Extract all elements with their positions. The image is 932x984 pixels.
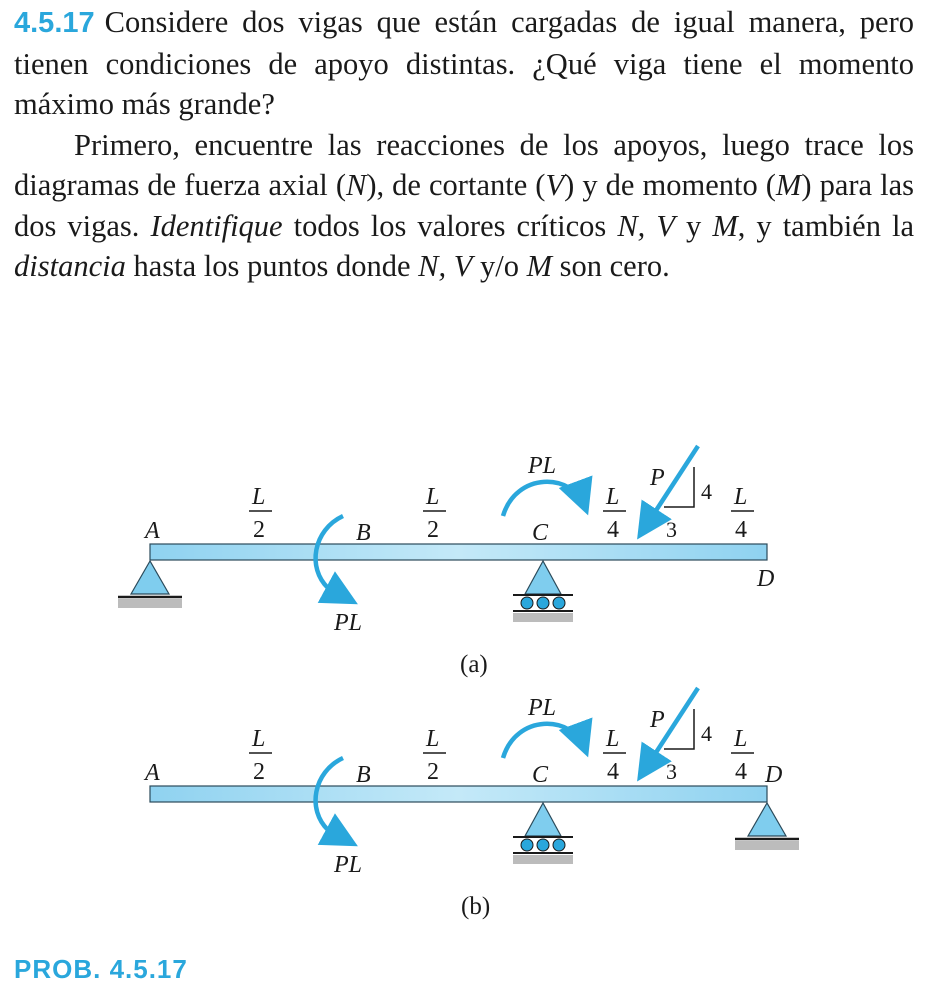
svg-text:2: 2: [427, 759, 439, 785]
pin-support-d-icon: [735, 803, 799, 850]
force-p-label: P: [650, 465, 665, 491]
dim-l-quarter-1: [603, 726, 626, 785]
label-a: A: [145, 760, 160, 786]
figure-a: [118, 446, 774, 678]
slope-horizontal: 3: [666, 759, 677, 784]
dim-l-half-2: [423, 484, 446, 543]
pin-support-a-icon: [118, 561, 182, 608]
svg-text:L: L: [606, 726, 620, 752]
caption-b: (b): [461, 893, 491, 920]
svg-text:2: 2: [253, 517, 265, 543]
label-b: B: [356, 520, 371, 546]
svg-text:4: 4: [735, 517, 747, 543]
moment-c-label: PL: [528, 453, 557, 479]
moment-b-label: PL: [334, 610, 363, 636]
beam-b: [150, 786, 767, 802]
svg-text:4: 4: [607, 517, 619, 543]
svg-text:2: 2: [427, 517, 439, 543]
svg-text:L: L: [252, 726, 266, 752]
dim-l-quarter-2: [731, 484, 754, 543]
slope-vertical: 4: [701, 479, 712, 504]
svg-text:L: L: [734, 484, 748, 510]
slope-vertical: 4: [701, 721, 712, 746]
problem-paragraph-2: Primero, encuentre las reacciones de los apoyos, luego trace los diagramas de fuerza axial (N), de cortante (V) y de momento (M) para las dos vigas. Identifique todos los valores críticos N, V y M, y también la distancia hasta los puntos donde N, V y/o M son cero.: [14, 127, 915, 283]
slope-horizontal: 3: [666, 517, 677, 542]
svg-text:L: L: [426, 484, 440, 510]
moment-b-label: PL: [334, 852, 363, 878]
roller-support-c-icon: [513, 803, 573, 864]
moment-c-label: PL: [528, 695, 557, 721]
dim-l-half-1: [249, 726, 272, 785]
label-d: D: [765, 762, 783, 788]
label-d: D: [757, 566, 775, 592]
figure-b: [143, 688, 799, 920]
label-b: B: [356, 762, 371, 788]
svg-text:2: 2: [253, 759, 265, 785]
svg-text:4: 4: [735, 759, 747, 785]
label-a: A: [145, 518, 160, 544]
dim-l-quarter-1: [603, 484, 626, 543]
force-p-label: P: [650, 707, 665, 733]
svg-text:4: 4: [607, 759, 619, 785]
beam-a: [150, 544, 767, 560]
caption-a: (a): [460, 651, 488, 678]
problem-paragraph-1: 4.5.17 Considere dos vigas que están cargadas de igual manera, pero tienen condiciones de apoyo distintas. ¿Qué viga tiene el momento máximo más grande?: [14, 5, 914, 121]
dim-l-half-1: [249, 484, 272, 543]
dim-l-quarter-2: [731, 726, 754, 785]
svg-text:L: L: [426, 726, 440, 752]
roller-support-c-icon: [513, 561, 573, 622]
svg-text:L: L: [606, 484, 620, 510]
svg-text:L: L: [252, 484, 266, 510]
next-heading-cropped: PROB. 4.5.17: [14, 954, 188, 984]
svg-text:L: L: [734, 726, 748, 752]
label-c: C: [532, 520, 549, 546]
label-c: C: [532, 762, 549, 788]
moment-c-arrow-icon: [503, 724, 585, 758]
moment-c-arrow-icon: [503, 482, 585, 516]
problem-number: 4.5.17: [14, 7, 95, 39]
dim-l-half-2: [423, 726, 446, 785]
